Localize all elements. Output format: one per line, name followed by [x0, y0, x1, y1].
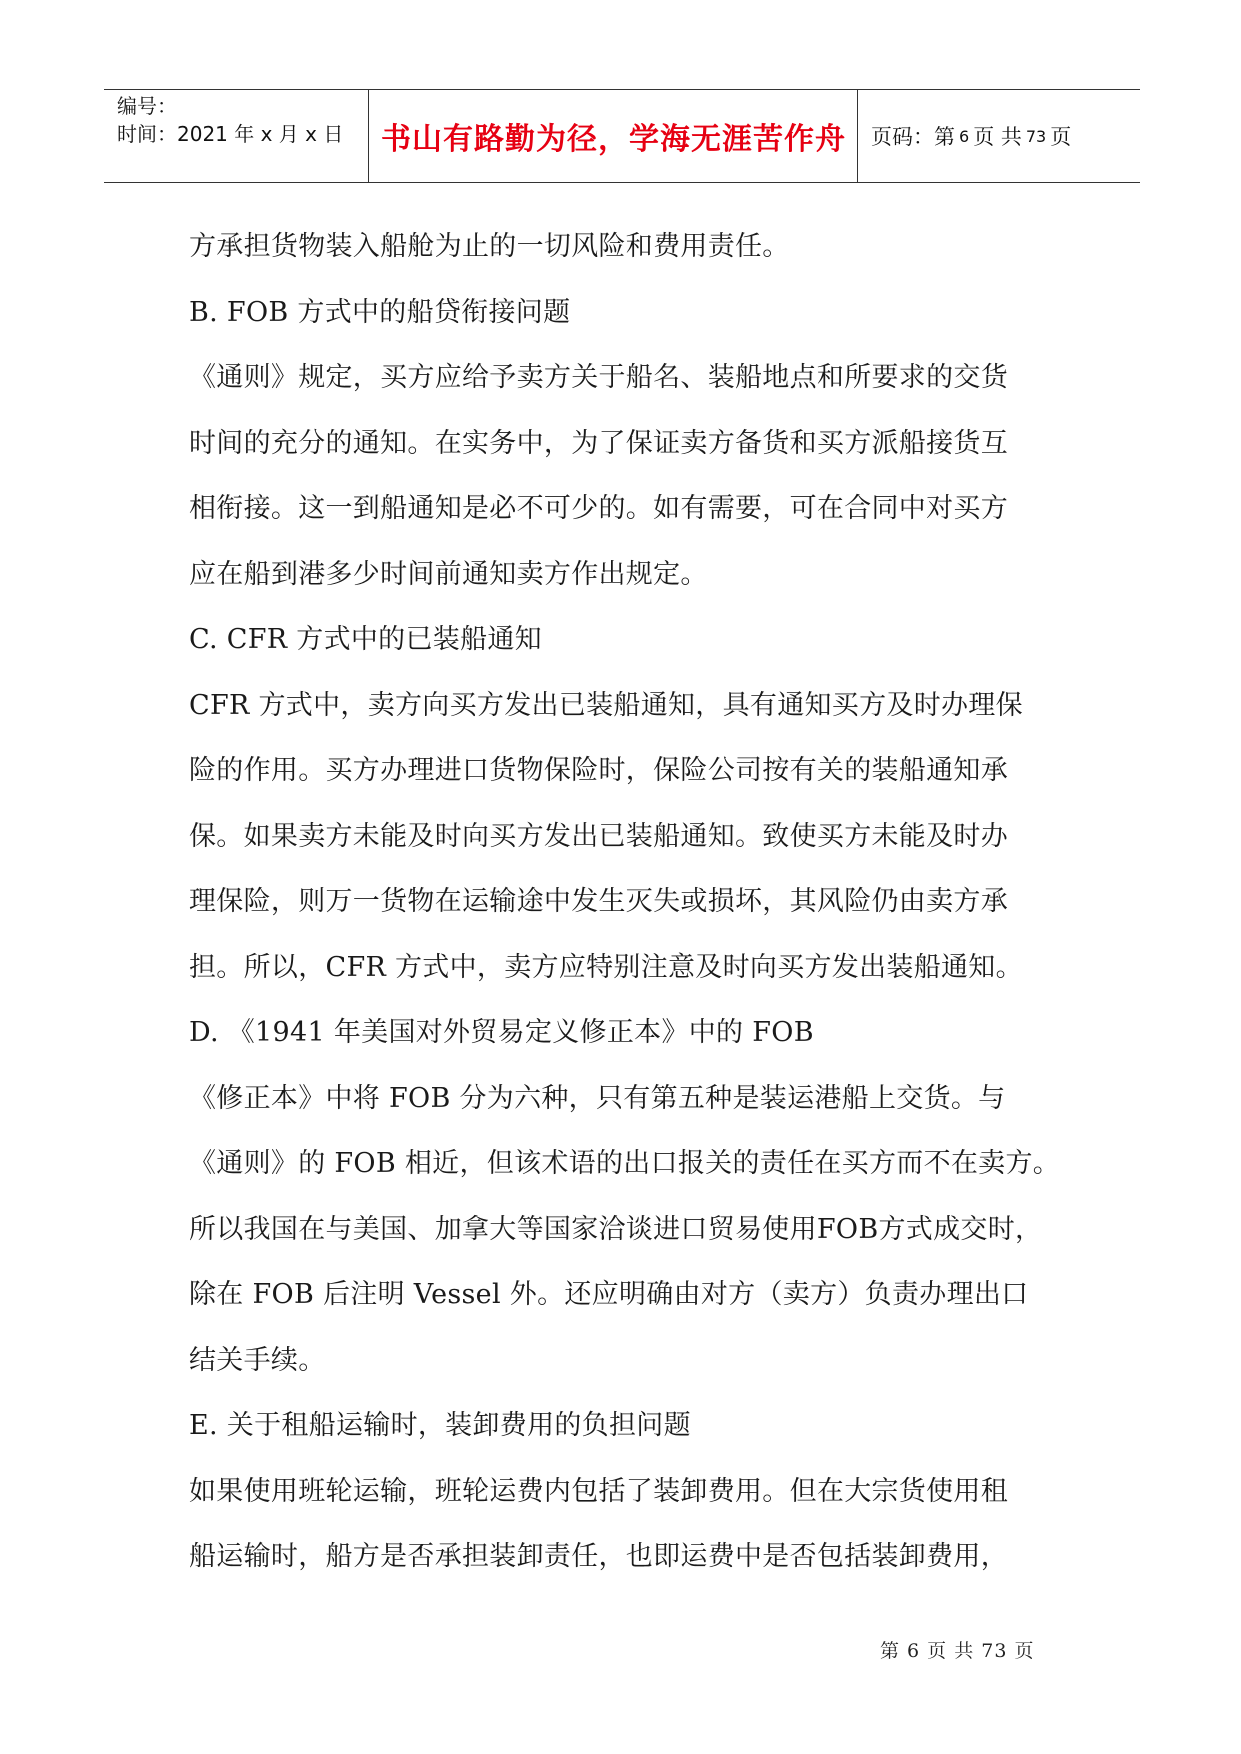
- page-footer: 第 6 页 共 73 页: [880, 1640, 1035, 1662]
- text-line: 时间的充分的通知。在实务中，为了保证卖方备货和买方派船接货互: [189, 427, 1008, 459]
- header-motto: 书山有路勤为径，学海无涯苦作舟: [381, 122, 846, 157]
- text-line: C. CFR 方式中的已装船通知: [189, 624, 542, 655]
- text-line: 《通则》的 FOB 相近，但该术语的出口报关的责任在买方而不在卖方。: [189, 1148, 1061, 1179]
- header-page-number: [871, 90, 1071, 182]
- page-header: [104, 89, 1140, 183]
- header-divider-right: [857, 90, 858, 182]
- text-line: 所以我国在与美国、加拿大等国家洽谈进口贸易使用FOB方式成交时，: [189, 1213, 1043, 1245]
- text-line: 相衔接。这一到船通知是必不可少的。如有需要，可在合同中对买方: [189, 493, 1008, 524]
- text-line: 保。如果卖方未能及时向买方发出已装船通知。致使买方未能及时办: [189, 820, 1008, 852]
- text-line: D. 《1941 年美国对外贸易定义修正本》中的 FOB: [189, 1017, 814, 1048]
- header-meta: [117, 92, 343, 148]
- text-line: 险的作用。买方办理进口货物保险时，保险公司按有关的装船通知承: [189, 755, 1008, 786]
- page-suffix: 页: [1050, 125, 1072, 149]
- text-line: 除在 FOB 后注明 Vessel 外。还应明确由对方（卖方）负责办理出口: [189, 1279, 1029, 1310]
- text-line: 船运输时，船方是否承担装卸责任，也即运费中是否包括装卸费用，: [189, 1541, 1008, 1572]
- text-line: E. 关于租船运输时，装卸费用的负担问题: [189, 1410, 691, 1441]
- page-prefix: 页码：第: [871, 125, 955, 149]
- text-line: 如果使用班轮运输，班轮运费内包括了装卸费用。但在大宗货使用租: [189, 1475, 1008, 1507]
- document-number-label: 编号：: [117, 94, 177, 118]
- text-line: 《通则》规定，买方应给予卖方关于船名、装船地点和所要求的交货: [189, 362, 1008, 393]
- text-line: 《修正本》中将 FOB 分为六种，只有第五种是装运港船上交货。与: [189, 1082, 1006, 1114]
- text-line: CFR 方式中，卖方向买方发出已装船通知，具有通知买方及时办理保: [189, 689, 1023, 721]
- document-time-label: 时间：2021 年 x 月 x 日: [117, 122, 344, 146]
- page-middle: 页 共: [973, 125, 1022, 149]
- document-body: [189, 214, 1069, 1590]
- text-line: 结关手续。: [189, 1344, 326, 1376]
- page-current: 6: [959, 126, 970, 146]
- header-divider-left: [368, 90, 369, 182]
- text-line: 担。所以，CFR 方式中，卖方应特别注意及时向买方发出装船通知。: [189, 951, 1023, 983]
- text-line: 方承担货物装入船舱为止的一切风险和费用责任。: [189, 231, 790, 262]
- text-line: 理保险，则万一货物在运输途中发生灭失或损坏，其风险仍由卖方承: [189, 886, 1008, 917]
- page-total: 73: [1025, 126, 1047, 146]
- text-line: 应在船到港多少时间前通知卖方作出规定。: [189, 558, 708, 590]
- text-line: B. FOB 方式中的船贷衔接问题: [189, 296, 571, 328]
